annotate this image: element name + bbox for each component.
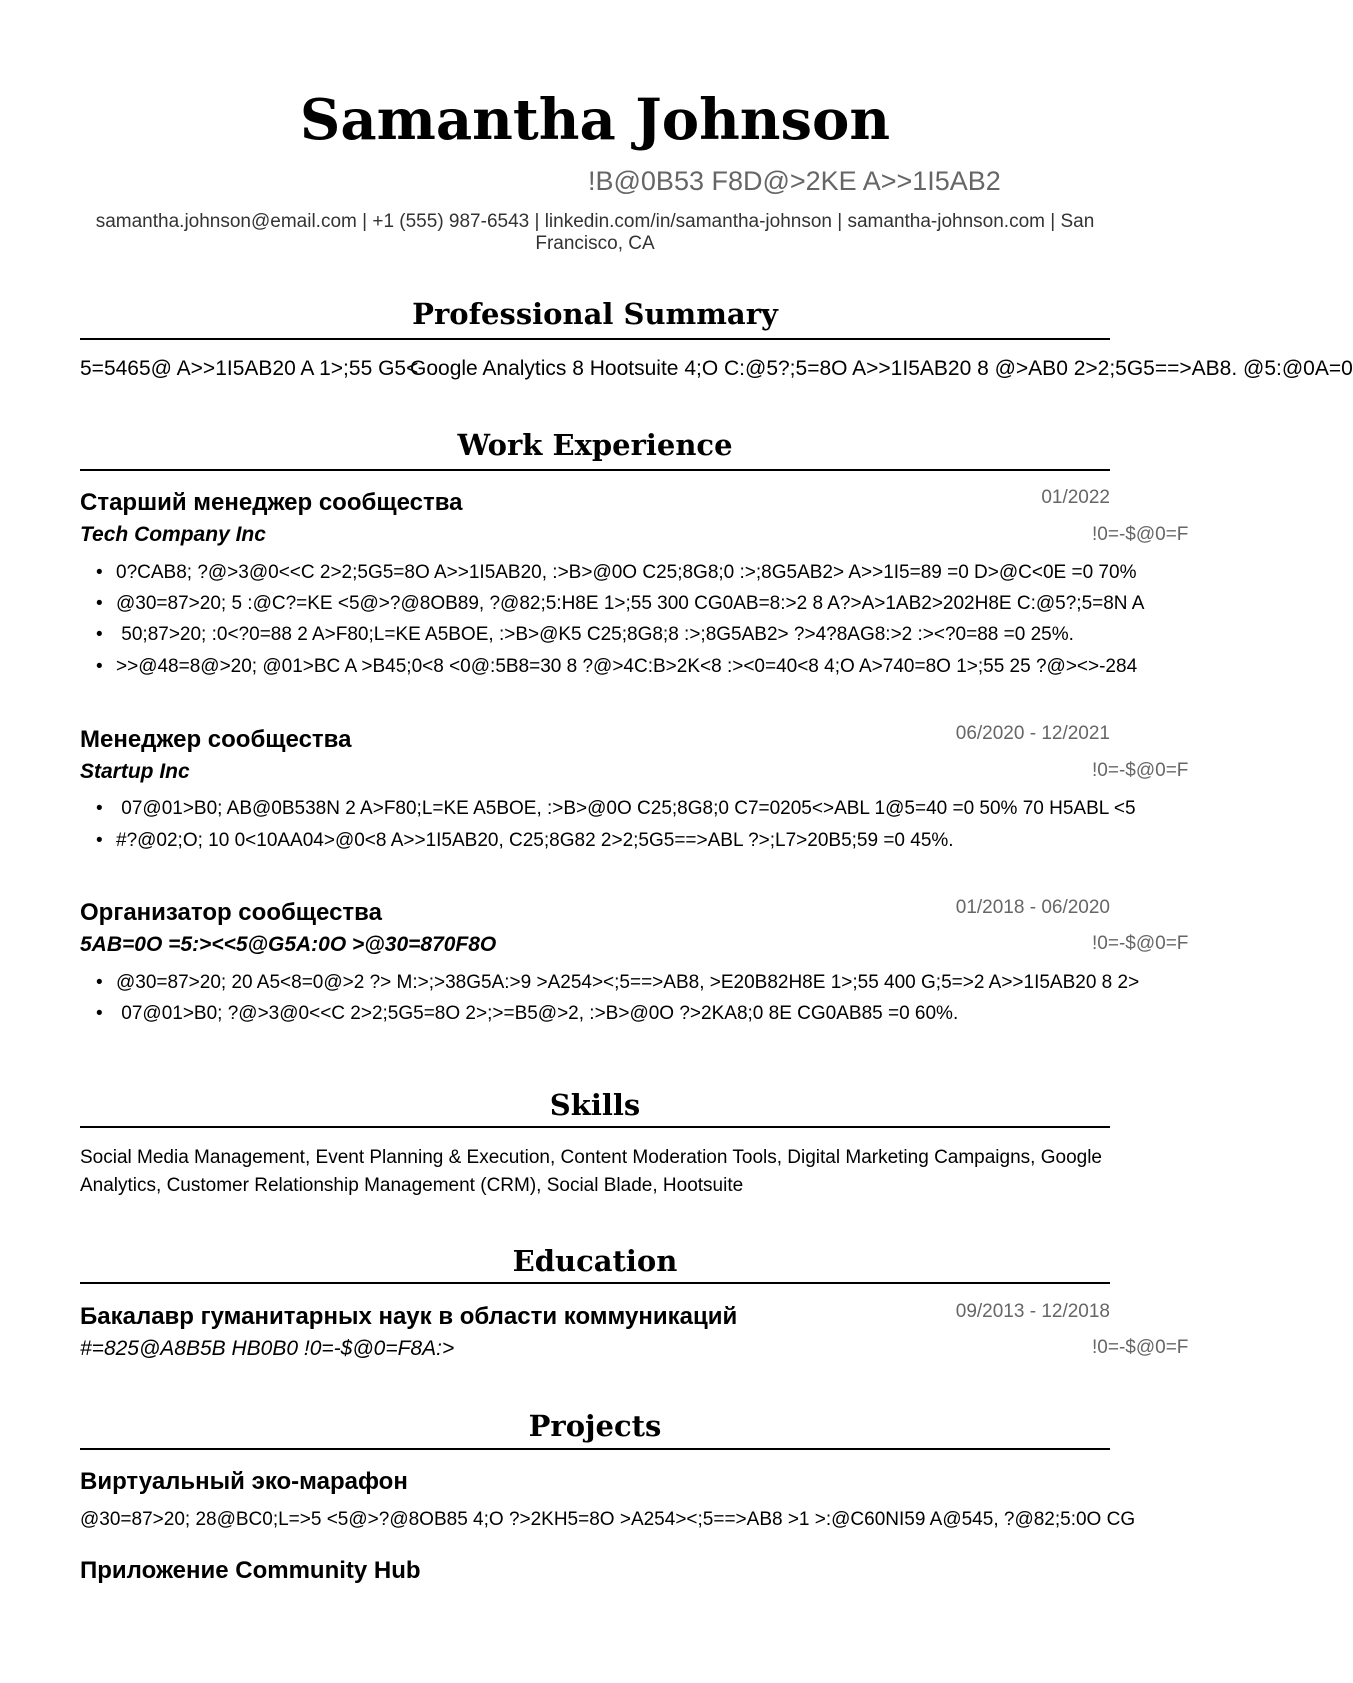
job-bullet: • 0?CAB8; ?@>3@0<<C 2>2;5G5=8O A>>1I5AB20, :>B>@0O C25;8G8;0 :>;8G5AB2> A>>1I5=89 =0 D>@C<0E =0 70%	[96, 562, 1137, 583]
section-divider	[80, 1126, 1110, 1128]
job-bullet: • 07@01>B0; AB@0B538N 2 A>F80;L=KE A5BOE, :>B>@0O C25;8G8;0 C7=0205<>ABL 1@5=40 =0 50% 70 H5ABL <5	[96, 798, 1136, 819]
job-date: 06/2020 - 12/2021	[955, 723, 1110, 744]
education-school: #=825@A8B5B HB0B0 !0=-$@0=F8A:>	[80, 1337, 455, 1360]
summary-text-overlay: Google Analytics 8 Hootsuite 4;O C:@5?;5=8O A>>1I5AB20 8 @>AB0 2>2;5G5==>AB8. @5:@0A=0	[410, 357, 1353, 380]
section-divider	[80, 338, 1110, 340]
education-location: !0=-$@0=F	[1092, 1337, 1189, 1358]
job-bullet: • 07@01>B0; ?@>3@0<<C 2>2;5G5=8O 2>;>=B5@>2, :>B>@0O ?>2KA8;0 8E CG0AB85 =0 60%.	[96, 1003, 959, 1024]
job-title: Менеджер сообщества	[80, 726, 352, 753]
job-company: Tech Company Inc	[80, 523, 266, 546]
section-title-projects: Projects	[528, 1409, 662, 1443]
section-divider	[80, 1282, 1110, 1284]
summary-text	[80, 356, 1353, 382]
section-title-education: Education	[512, 1244, 678, 1278]
job-bullet: • #?@02;O; 10 0<10AA04>@0<8 A>>1I5AB20, C25;8G82 2>2;5G5==>ABL ?>;L7>20B5;59 =0 45%.	[96, 830, 954, 851]
job-bullet: • 50;87>20; :0<?0=88 2 A>F80;L=KE A5BOE, :>B>@K5 C25;8G8;8 :>;8G5AB2> ?>4?8AG8:>2 :><?0=88 =0 25%.	[96, 624, 1074, 645]
section-divider	[80, 469, 1110, 471]
section-title-summary: Professional Summary	[412, 297, 778, 331]
job-bullet: • @30=87>20; 5 :@C?=KE <5@>?@8OB89, ?@82;5:H8E 1>;55 300 CG0AB=8:>2 8 A?>A>1AB2>202H8E C:@5?;5=8N A	[96, 593, 1145, 614]
summary-text-main: 5=5465@ A>>1I5AB20 A 1>;55 G5<	[80, 357, 419, 380]
job-title: Организатор сообщества	[80, 899, 382, 926]
project-title: Виртуальный эко-марафон	[80, 1468, 408, 1495]
job-location: !0=-$@0=F	[1092, 524, 1189, 545]
section-title-skills: Skills	[549, 1088, 641, 1122]
education-degree: Бакалавр гуманитарных наук в области коммуникаций	[80, 1303, 738, 1330]
job-company: Startup Inc	[80, 760, 190, 783]
job-date: 01/2018 - 06/2020	[955, 897, 1110, 918]
skills-list: Social Media Management, Event Planning & Execution, Content Moderation Tools, Digital Marketing Campaigns, Google Analytics, Customer Relationship Management (CRM), Social Blade, Hootsuite	[80, 1147, 1102, 1196]
project-description: @30=87>20; 28@BC0;L=>5 <5@>?@8OB85 4;O ?>2KH5=8O >A254><;5==>AB8 >1 >:@C60NI59 A@545, ?@82;5:0O CG	[80, 1509, 1136, 1530]
project-title: Приложение Community Hub	[80, 1557, 421, 1584]
education-date: 09/2013 - 12/2018	[955, 1301, 1110, 1322]
job-location: !0=-$@0=F	[1092, 933, 1189, 954]
job-bullet: • @30=87>20; 20 A5<8=0@>2 ?> M:>;>38G5A:>9 >A254><;5==>AB8, >E20B82H8E 1>;55 400 G;5=>2 A>>1I5AB20 8 2>	[96, 972, 1140, 993]
contact-line: samantha.johnson@email.com | +1 (555) 987-6543 | linkedin.com/in/samantha-johnson | samantha-johnson.com | San Francisco, CA	[95, 211, 1095, 254]
job-title: Старший менеджер сообщества	[80, 489, 463, 516]
section-divider	[80, 1448, 1110, 1450]
job-location: !0=-$@0=F	[1092, 760, 1189, 781]
job-bullet: • >>@48=8@>20; @01>BC A >B45;0<8 <0@:5B8=30 8 ?@>4C:B>2K<8 :><0=40<8 4;O A>740=8O 1>;55 25 ?@><>-284	[96, 656, 1138, 677]
candidate-name: Samantha Johnson	[299, 87, 891, 153]
job-company: 5AB=0O =5:><<5@G5A:0O >@30=870F8O	[80, 933, 497, 956]
job-date: 01/2022	[1041, 487, 1110, 508]
candidate-subtitle: !B@0B53 F8D@>2KE A>>1I5AB2	[588, 166, 1001, 196]
section-title-experience: Work Experience	[457, 428, 733, 462]
